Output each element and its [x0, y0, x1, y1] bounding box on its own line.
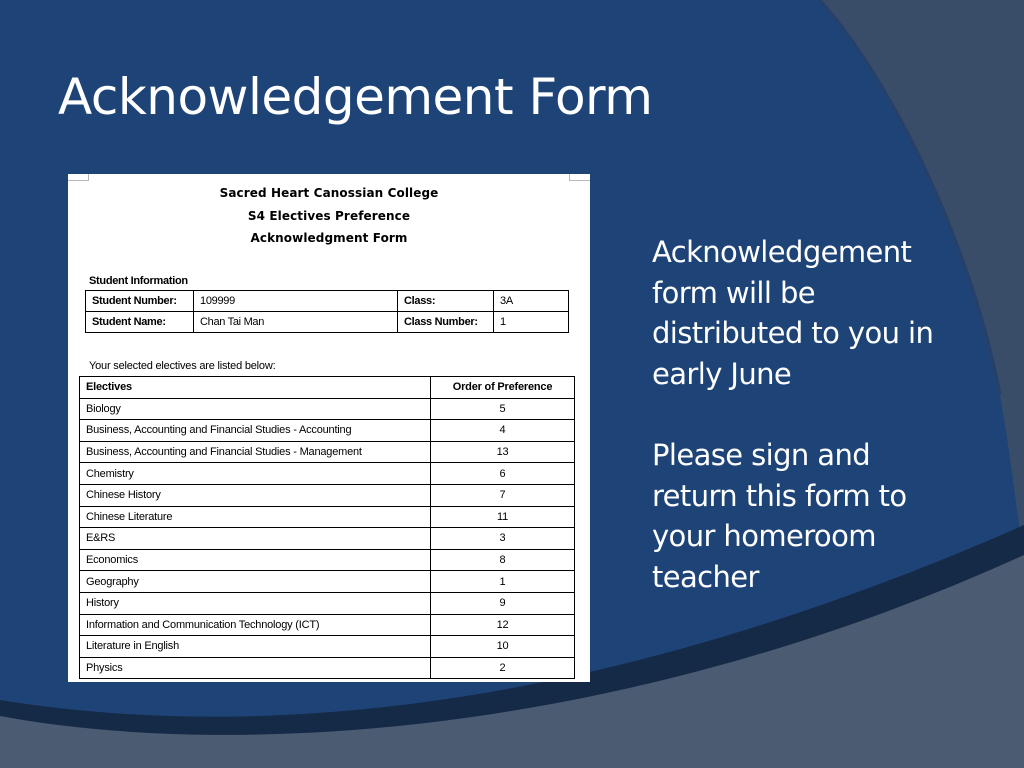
elective-subject: Geography [80, 571, 431, 593]
table-row [80, 420, 575, 442]
table-row [80, 614, 575, 636]
student-name-value: Chan Tai Man [194, 312, 398, 333]
table-row [80, 441, 575, 463]
table-row [80, 657, 575, 679]
preference-order: 5 [431, 398, 575, 420]
table-row [80, 528, 575, 550]
elective-subject: Economics [80, 549, 431, 571]
table-row [86, 312, 569, 333]
note-distribution: Acknowledgement form will be distributed to you in early June [652, 235, 934, 391]
note-return-instructions: Please sign and return this form to your homeroom teacher [652, 438, 907, 594]
preference-order: 2 [431, 657, 575, 679]
class-number-label: Class Number: [398, 312, 494, 333]
elective-subject: Biology [80, 398, 431, 420]
elective-subject: Business, Accounting and Financial Studies - Accounting [80, 420, 431, 442]
elective-subject: E&RS [80, 528, 431, 550]
table-header-row [80, 377, 575, 399]
elective-subject: Chemistry [80, 463, 431, 485]
student-number-label: Student Number: [86, 291, 194, 312]
preference-order: 11 [431, 506, 575, 528]
elective-subject: History [80, 592, 431, 614]
preference-order: 6 [431, 463, 575, 485]
class-value: 3A [494, 291, 569, 312]
form-subtitle: S4 Electives Preference [247, 209, 411, 223]
preference-order: 4 [431, 420, 575, 442]
table-row [80, 571, 575, 593]
preference-order: 3 [431, 528, 575, 550]
electives-column-header: Electives [80, 377, 431, 399]
order-column-header: Order of Preference [431, 377, 575, 399]
student-info-heading: Student Information [89, 275, 188, 287]
preference-order: 10 [431, 636, 575, 658]
electives-caption: Your selected electives are listed below: [89, 360, 276, 372]
student-number-value: 109999 [194, 291, 398, 312]
preference-order: 1 [431, 571, 575, 593]
preference-order: 13 [431, 441, 575, 463]
elective-subject: Chinese Literature [80, 506, 431, 528]
elective-subject: Literature in English [80, 636, 431, 658]
student-name-label: Student Name: [86, 312, 194, 333]
table-row [80, 636, 575, 658]
elective-subject: Chinese History [80, 484, 431, 506]
preference-order: 7 [431, 484, 575, 506]
table-row [80, 398, 575, 420]
page-corner-mark [569, 174, 590, 181]
preference-order: 12 [431, 614, 575, 636]
form-title: Acknowledgment Form [250, 231, 408, 245]
slide-title: Acknowledgement Form [58, 68, 653, 126]
elective-subject: Information and Communication Technology (ICT) [80, 614, 431, 636]
table-row [80, 592, 575, 614]
electives-table [79, 376, 575, 679]
school-name: Sacred Heart Canossian College [219, 186, 439, 200]
preference-order: 8 [431, 549, 575, 571]
elective-subject: Physics [80, 657, 431, 679]
table-row [80, 463, 575, 485]
elective-subject: Business, Accounting and Financial Studies - Management [80, 441, 431, 463]
slide-notes [652, 232, 952, 598]
table-row [80, 484, 575, 506]
class-number-value: 1 [494, 312, 569, 333]
class-label: Class: [398, 291, 494, 312]
student-info-table [85, 290, 569, 333]
table-row [86, 291, 569, 312]
preference-order: 9 [431, 592, 575, 614]
table-row [80, 506, 575, 528]
acknowledgement-form-image [68, 174, 590, 682]
page-corner-mark [68, 174, 89, 181]
table-row [80, 549, 575, 571]
